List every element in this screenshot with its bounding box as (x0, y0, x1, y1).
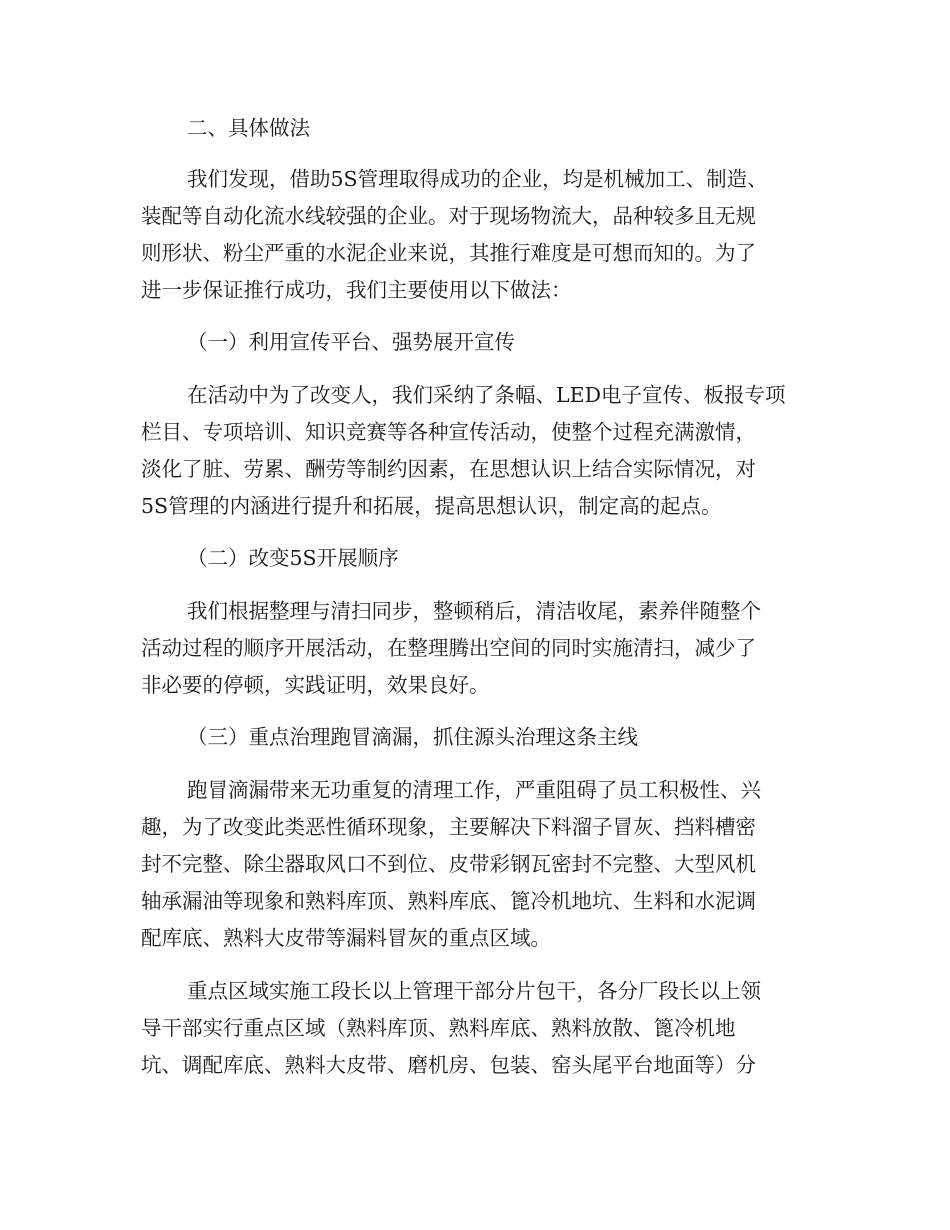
paragraph-line: 我们根据整理与清扫同步，整顿稍后，清洁收尾，素养伴随整个 (187, 599, 761, 623)
paragraph-line: 在活动中为了改变人，我们采纳了条幅、LED电子宣传、板报专项 (187, 383, 786, 407)
subsection-heading: （三）重点治理跑冒滴漏，抓住源头治理这条主线 (187, 725, 638, 749)
paragraph-line: 淡化了脏、劳累、酬劳等制约因素，在思想认识上结合实际情况，对 (141, 457, 756, 481)
paragraph-line: 趣，为了改变此类恶性循环现象，主要解决下料溜子冒灰、挡料槽密 (141, 815, 756, 839)
subsection-heading: （二）改变5S开展顺序 (187, 546, 399, 570)
paragraph-line: 进一步保证推行成功，我们主要使用以下做法： (141, 278, 572, 302)
paragraph-line: 活动过程的顺序开展活动，在整理腾出空间的同时实施清扫，减少了 (141, 636, 756, 660)
paragraph-line: 非必要的停顿，实践证明，效果良好。 (141, 673, 490, 697)
section-heading: 二、具体做法 (187, 116, 310, 140)
paragraph-line: 轴承漏油等现象和熟料库顶、熟料库底、篦冷机地坑、生料和水泥调 (141, 889, 756, 913)
paragraph-line: 我们发现，借助5S管理取得成功的企业，均是机械加工、制造、 (187, 167, 768, 191)
paragraph-line: 坑、调配库底、熟料大皮带、磨机房、包装、窑头尾平台地面等）分 (141, 1053, 756, 1077)
paragraph-line: 导干部实行重点区域（熟料库顶、熟料库底、熟料放散、篦冷机地 (141, 1016, 736, 1040)
paragraph-line: 跑冒滴漏带来无功重复的清理工作，严重阻碍了员工积极性、兴 (187, 778, 761, 802)
paragraph-line: 栏目、专项培训、知识竞赛等各种宣传活动，使整个过程充满激情， (141, 420, 756, 444)
subsection-heading: （一）利用宣传平台、强势展开宣传 (187, 330, 515, 354)
paragraph-line: 则形状、粉尘严重的水泥企业来说，其推行难度是可想而知的。为了 (141, 241, 756, 265)
paragraph-line: 封不完整、除尘器取风口不到位、皮带彩钢瓦密封不完整、大型风机 (141, 852, 756, 876)
paragraph-line: 重点区域实施工段长以上管理干部分片包干，各分厂段长以上领 (187, 979, 761, 1003)
paragraph-line: 5S管理的内涵进行提升和拓展，提高思想认识，制定高的起点。 (141, 494, 722, 518)
paragraph-line: 装配等自动化流水线较强的企业。对于现场物流大，品种较多且无规 (141, 204, 756, 228)
paragraph-line: 配库底、熟料大皮带等漏料冒灰的重点区域。 (141, 926, 551, 950)
